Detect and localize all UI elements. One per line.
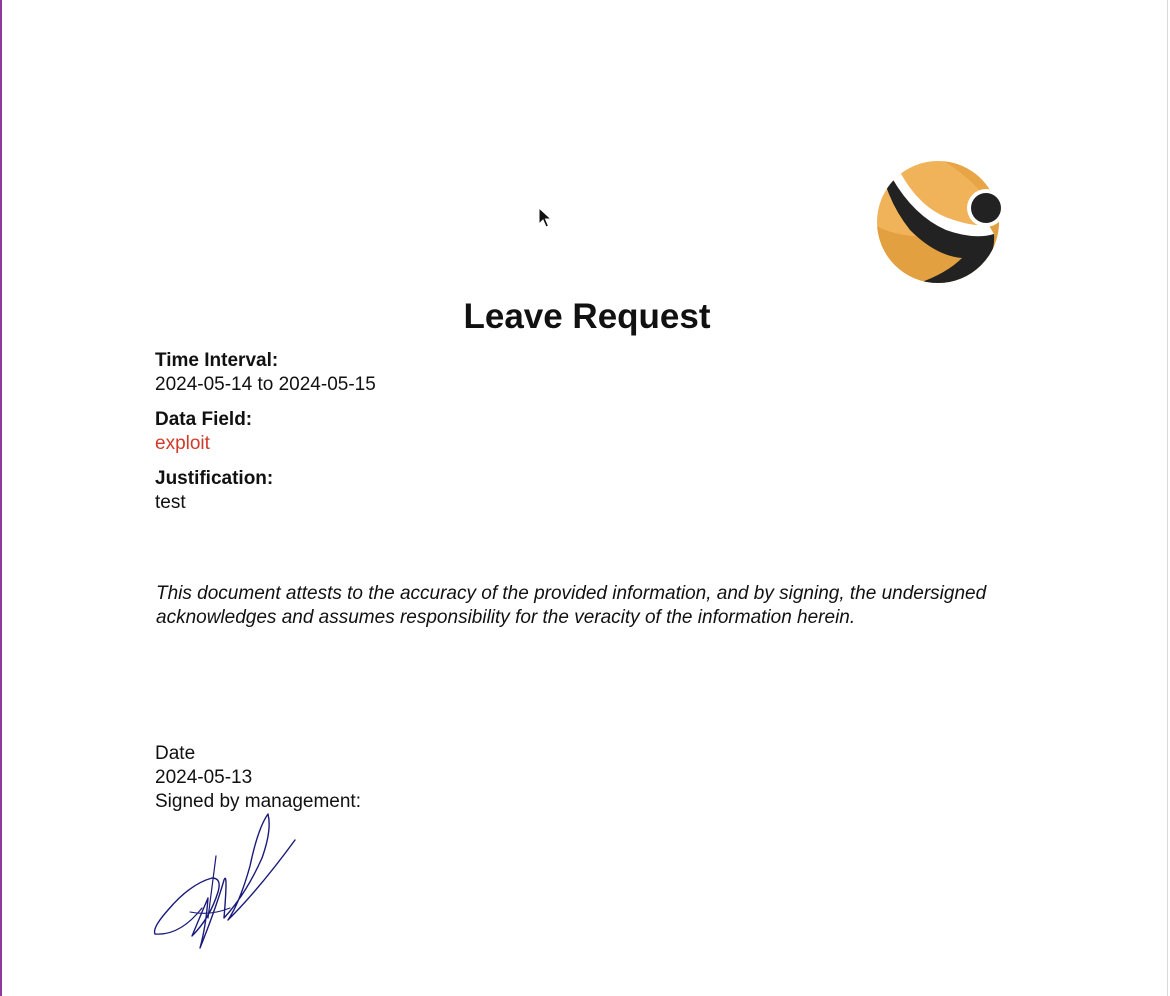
document-title: Leave Request xyxy=(463,297,711,336)
attestation-line: acknowledges and assumes responsibility for the veracity of the information herein. xyxy=(156,607,856,628)
date-label: Date xyxy=(155,743,196,764)
page-border-right xyxy=(1167,0,1168,996)
date-value: 2024-05-13 xyxy=(155,767,253,788)
mouse-cursor-icon xyxy=(538,207,552,229)
field-time-interval xyxy=(155,349,376,397)
page-border-left xyxy=(0,0,2,996)
signed-by-label: Signed by management: xyxy=(155,791,361,812)
attestation-line: This document attests to the accuracy of the provided information, and by signing, the undersigned xyxy=(156,583,987,604)
field-label: Time Interval: xyxy=(155,350,279,371)
field-label: Data Field: xyxy=(155,409,253,430)
field-value: exploit xyxy=(155,433,210,454)
company-logo-icon xyxy=(876,156,1004,288)
attestation-text xyxy=(156,582,1056,630)
field-value: test xyxy=(155,492,186,513)
field-data-field xyxy=(155,408,252,456)
field-justification xyxy=(155,467,273,515)
handwritten-signature xyxy=(150,808,302,958)
field-value: 2024-05-14 to 2024-05-15 xyxy=(155,374,376,395)
field-label: Justification: xyxy=(155,468,274,489)
